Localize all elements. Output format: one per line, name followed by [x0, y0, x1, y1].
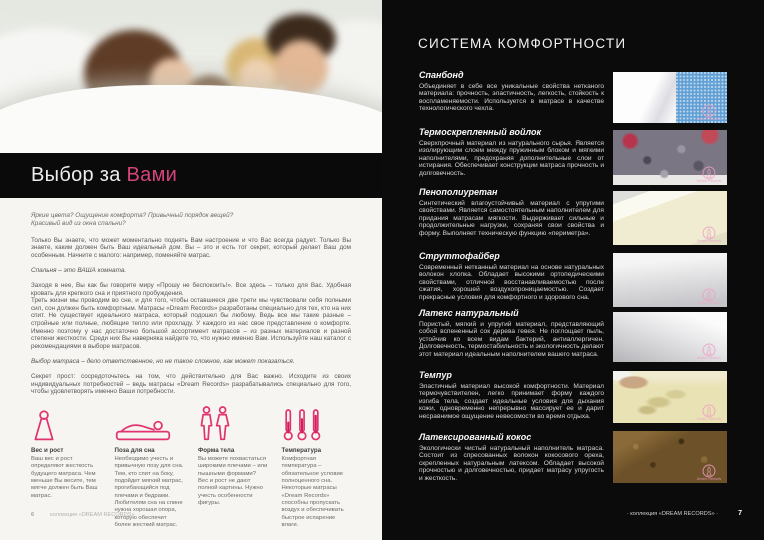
factor-text: Необходимо учесть и привычную позу для сна. Тем, кто спит на боку, подойдет мягкий матрас, прогибающийся под плечами и бедрами. Любителям сна на спине нужна хорошая опора, которую обеспечит более жесткий матрас.: [114, 455, 184, 529]
section-text: Современный нетканный материал на основе натуральных волокон хлопка. Обладает высокими ортопедическими свойствами, отличной восстанавливаемостью после сжатия, хорошей воздухопроницаемостью. Создает прекрасные условия для комфортного и здорового сна.: [419, 263, 604, 302]
watermark-label: Dream Records: [696, 355, 722, 360]
brand-watermark-icon: [694, 226, 724, 244]
natural-latex-sample-photo: [613, 312, 727, 362]
right-page-footer: [627, 510, 742, 517]
polyurethane-sample-photo: [613, 191, 727, 245]
struttofiber-sample-photo: [613, 253, 727, 307]
section-heading: Латекс натуральный: [419, 308, 519, 318]
intro-questions: [31, 212, 351, 229]
intro-line-2: Красивый вид из окна спальни?: [31, 220, 126, 228]
factor-text: Комфортная температура – обязательное условие полноценного сна. Некоторые матрасы «Dream Records» способны пропускать воздух и обеспечивать быстрое испарение влаги.: [281, 455, 344, 529]
section-heading: Пенополиуретан: [419, 187, 498, 197]
brand-watermark-icon: [694, 166, 724, 184]
section-latex-coconut: [419, 432, 604, 483]
left-page-content: [31, 198, 351, 530]
paragraph-room-2: Треть жизни мы проводим во сне, и для того, чтобы оставшиеся две трети мы чувствовали себя полными сил, сон должен быть комфортным. Матрасы «Dream Records» разработаны специально для тех, кто на них спит. Не существует идеального матраса, который подошел бы любому. Ведь все мы такие разные – стройные или полные, любящие тепло или прохладу. У каждого из нас свое представление о комфорте. Именно поэтому у нас достаточно большой ассортимент матрасов – из разных материалов и разной степени жесткости. Среди них Вы наверняка найдете то, что нужно именно Вам. Используйте наш каталог с рекомендациями в выборе матрасов.: [31, 297, 351, 350]
section-heading: Спанбонд: [419, 70, 464, 80]
factor-body-shape: [198, 406, 268, 530]
tempur-sample-photo: [613, 371, 727, 423]
section-heading: Термоскрепленный войлок: [419, 127, 542, 137]
right-page: [382, 0, 764, 540]
body-shape-icon: [198, 406, 268, 442]
weight-height-icon: [31, 406, 101, 442]
brand-watermark-icon: [694, 104, 724, 122]
left-page-footer: [31, 512, 135, 518]
spanbond-sample-photo: [613, 72, 727, 123]
page-title-accent: Вами: [126, 164, 178, 186]
factor-temperature: [282, 406, 352, 530]
section-felt: [419, 127, 604, 178]
temperature-icon: [282, 406, 352, 442]
factor-text: Вы можете похвастаться широкими плечами – или пышными формами? Вес и рост не дают полной картины. Нужно учесть особенности фигуры.: [198, 455, 268, 507]
section-tempur: [419, 370, 604, 421]
section-text: Сверхпрочный материал из натурального сырья. Является изолирующим слоем между пружинным блоком и мягкими наполнителями, предохраняя дополнительные слои от истирания. Обеспечивает конструкции матраса прочность и долговечность.: [419, 139, 604, 178]
section-spanbond: [419, 70, 604, 113]
section-heading: Темпур: [419, 370, 452, 380]
section-text: Экологически чистый натуральный наполнитель матраса. Состоит из спресованных волокон кокосового ореха, скрепленных натуральным латексом. Обладает высокой прочностью и долговечностью, придает матрасу упругость и жесткость.: [419, 444, 604, 483]
tagline-choice: Выбор матраса – дело ответственное, но не такое сложное, как может показаться.: [31, 358, 295, 366]
section-text: Эластичный материал высокой комфортности. Материал термочувствителен, легко принимает форму каждого изгиба тела, создает идеальные условия для дыхания кожи, одновременно непрерывно массирует ее и дарит несравнимое ощущение невесомости во время отдыха.: [419, 382, 604, 421]
father-face: [274, 40, 328, 96]
paragraph-room-1: Заходя в нее, Вы как бы говорите миру «Прошу не беспокоить!». Все здесь – только для Вас. Удобная кровать для крепкого сна и приятного пробуждения.: [31, 282, 351, 297]
paragraph-mood: Только Вы знаете, что может моментально поднять Вам настроение и что Вас всегда радует. Только Вы знаете, каким должен быть Ваш идеальный дом. Вы – это и есть тот секрет, который делает Ваш дом особенным. Начните с малого: например, поменяйте матрас.: [31, 236, 351, 259]
section-text: Объединяет в себе все уникальные свойства нетканого материала: прочность, эластичность, легкость, стойкость к воспламеняемости. Используется в матрасе в качестве технологического чехла.: [419, 82, 604, 113]
right-page-number: 7: [738, 510, 742, 517]
factor-title: Поза для сна: [114, 446, 155, 454]
section-heading: Латексированный кокос: [419, 432, 532, 442]
factor-text: Ваш вес и рост определяют жесткость будущего матраса. Чем меньше Вы весите, тем мягче должен быть Ваш матрас.: [31, 455, 98, 499]
watermark-label: Dream Records: [696, 238, 722, 243]
watermark-label: Dream Records: [696, 476, 722, 481]
sleep-pose-icon: [115, 406, 185, 442]
family-sleeping-photo: [0, 0, 382, 153]
latex-coconut-sample-photo: [613, 431, 727, 483]
section-natural-latex: [419, 308, 604, 359]
tagline-room: Спальня – это ВАША комната.: [31, 267, 127, 275]
factor-title: Форма тела: [198, 446, 235, 454]
paragraph-secret: Секрет прост: сосредоточьтесь на том, что действительно для Вас важно. Исходите из своих индивидуальных потребностей – ведь матрасы «Dream Records» разрабатывались специально для того, чтобы удовлетворять именно Ваши потребности.: [31, 373, 351, 396]
brand-watermark-icon: [694, 464, 724, 482]
section-text: Синтетический влагоустойчивый материал с упругими свойствами. Является самостоятельным наполнителем для придания матрасам мягкости. Выдерживает сильные и продолжительные нагрузки, сохраняя свои свойства и форму. Выполняет техническую функцию «периметра».: [419, 199, 604, 238]
section-text: Пористый, мягкий и упругий материал, представляющий собой вспененный сок дерева гевея. Не поглощает пыль, устойчив ко всем видам бактерий, антиаллергичен. Долговечность, термостабильность и экологичность делают этот материал идеальным наполнителем вашего матраса.: [419, 320, 604, 359]
section-heading: Струттофайбер: [419, 251, 500, 261]
brand-watermark-icon: [694, 288, 724, 306]
left-collection-label: коллекция «DREAM RECORDS»: [50, 512, 135, 518]
brand-watermark-icon: [694, 343, 724, 361]
factor-title: Температура: [281, 446, 322, 454]
brand-watermark-icon: [694, 404, 724, 422]
watermark-label: Dream Records: [696, 178, 722, 183]
left-page-number: 6: [31, 512, 35, 518]
page-title: Выбор за Вами: [31, 164, 178, 186]
watermark-label: Dream Records: [696, 416, 722, 421]
right-collection-label: · коллекция «DREAM RECORDS» ·: [626, 511, 719, 517]
title-band: [0, 153, 382, 198]
watermark-label: Dream Records: [696, 116, 722, 121]
section-polyurethane: [419, 187, 604, 238]
watermark-label: Dream Records: [696, 300, 722, 305]
intro-line-1: Яркие цвета? Ощущение комфорта? Привычный порядок вещей?: [31, 212, 234, 219]
felt-sample-photo: [613, 130, 727, 185]
comfort-system-heading: СИСТЕМА КОМФОРТНОСТИ: [418, 36, 627, 51]
section-struttofiber: [419, 251, 604, 302]
factor-title: Вес и рост: [31, 446, 64, 454]
